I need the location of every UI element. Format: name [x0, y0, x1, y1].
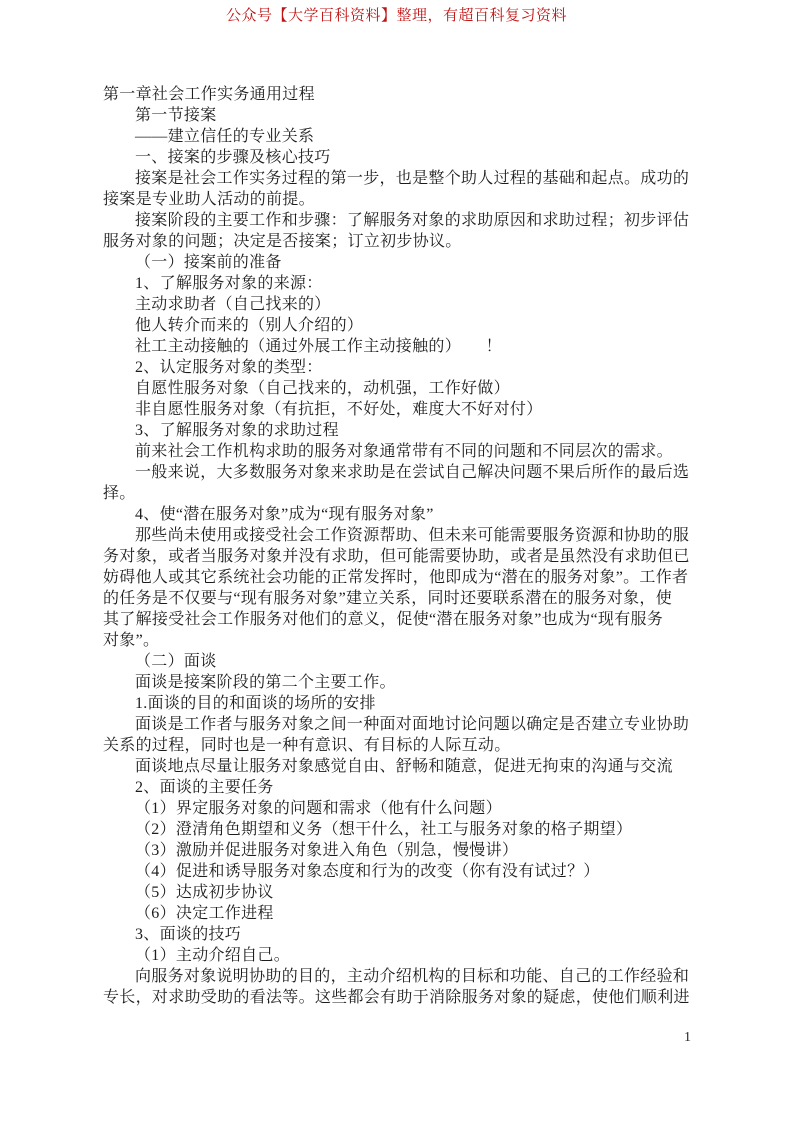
list-item: （1）界定服务对象的问题和需求（他有什么问题） — [135, 800, 502, 817]
list-item: （4）促进和诱导服务对象态度和行为的改变（你有没有试过？） — [135, 863, 600, 880]
list-item: 非自愿性服务对象（有抗拒，不好处，难度大不好对付） — [135, 401, 543, 418]
list-item: 4、使“潜在服务对象”成为“现有服务对象” — [135, 506, 434, 523]
chapter-title: 第一章社会工作实务通用过程 — [103, 86, 315, 103]
list-item: 自愿性服务对象（自己找来的，动机强，工作好做） — [135, 380, 510, 397]
list-item: 2、认定服务对象的类型： — [135, 359, 323, 376]
text-line: 前来社会工作机构求助的服务对象通常带有不同的问题和不同层次的需求。 — [135, 443, 673, 460]
text-line: 向服务对象说明协助的目的，主动介绍机构的目标和功能、自己的工作经验和 — [135, 968, 690, 985]
list-item: 1、了解服务对象的来源： — [135, 275, 323, 292]
text-line: 专长，对求助受助的看法等。这些都会有助于消除服务对象的疑虑，使他们顺利进 — [103, 989, 690, 1006]
text-line: 接案是社会工作实务过程的第一步，也是整个助人过程的基础和起点。成功的 — [135, 170, 690, 187]
text-line: 择。 — [103, 485, 136, 502]
text-line: 接案是专业助人活动的前提。 — [103, 191, 315, 208]
subheading: 2、面谈的主要任务 — [135, 779, 274, 796]
text-line: 面谈地点尽量让服务对象感觉自由、舒畅和随意，促进无拘束的沟通与交流 — [135, 758, 673, 775]
text-line: 的任务是不仅要与“现有服务对象”建立关系，同时还要联系潜在的服务对象，使 — [103, 590, 673, 607]
list-item: 主动求助者（自己找来的） — [135, 296, 331, 313]
text-line: 那些尚未使用或接受社会工作资源帮助、但未来可能需要服务资源和协助的服 — [135, 527, 690, 544]
section-title: 第一节接案 — [135, 107, 217, 124]
text-line: 面谈是工作者与服务对象之间一种面对面地讨论问题以确定是否建立专业协助 — [135, 716, 690, 733]
text-line: 关系的过程，同时也是一种有意识、有目标的人际互动。 — [103, 737, 511, 754]
list-item: （2）澄清角色期望和义务（想干什么，社工与服务对象的格子期望） — [135, 821, 633, 838]
text-line: 服务对象的问题；决定是否接案；订立初步协议。 — [103, 233, 462, 250]
list-item: （5）达成初步协议 — [135, 884, 274, 901]
list-item: （1）主动介绍自己。 — [135, 947, 291, 964]
text-line: 其了解接受社会工作服务对他们的意义，促使“潜在服务对象”也成为“现有服务 — [103, 611, 664, 628]
list-item: 社工主动接触的（通过外展工作主动接触的） ！ — [135, 338, 502, 355]
text-line: 一般来说，大多数服务对象来求助是在尝试自己解决问题不果后所作的最后选 — [135, 464, 690, 481]
subheading: （二）面谈 — [135, 653, 217, 670]
text-line: 妨碍他人或其它系统社会功能的正常发挥时，他即成为“潜在的服务对象”。工作者 — [103, 569, 689, 586]
subheading: （一）接案前的准备 — [135, 254, 282, 271]
text-line: 接案阶段的主要工作和步骤：了解服务对象的求助原因和求助过程；初步评估 — [135, 212, 690, 229]
list-item: （3）激励并促进服务对象进入角色（别急，慢慢讲） — [135, 842, 519, 859]
page-number: 1 — [684, 1030, 691, 1045]
section-subtitle: ——建立信任的专业关系 — [135, 128, 315, 145]
list-item: 1.面谈的目的和面谈的场所的安排 — [135, 695, 376, 712]
list-item: 3、了解服务对象的求助过程 — [135, 422, 339, 439]
text-line: 务对象，或者当服务对象并没有求助，但可能需要协助，或者是虽然没有求助但已 — [103, 548, 690, 565]
page-header-watermark: 公众号【大学百科资料】整理，有超百科复习资料 — [225, 8, 567, 24]
subheading: 3、面谈的技巧 — [135, 926, 242, 943]
document-body — [103, 84, 690, 1008]
list-item: （6）决定工作进程 — [135, 905, 274, 922]
heading-one: 一、接案的步骤及核心技巧 — [135, 149, 331, 166]
list-item: 他人转介而来的（别人介绍的） — [135, 317, 364, 334]
text-line: 面谈是接案阶段的第二个主要工作。 — [135, 674, 396, 691]
text-line: 对象”。 — [103, 632, 160, 649]
